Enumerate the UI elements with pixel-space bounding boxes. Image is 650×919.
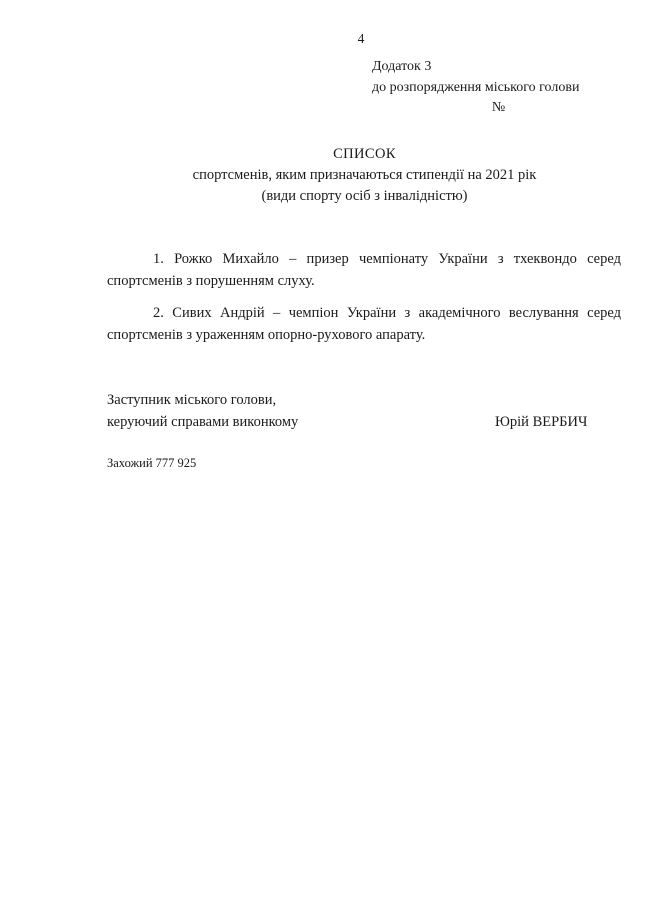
number-symbol: №	[372, 99, 625, 116]
list-item: 2. Сивих Андрій – чемпіон України з академічного веслування серед спортсменів з ураженням опорно-рухового апарату.	[107, 305, 621, 343]
signature-block	[107, 390, 621, 433]
list-item: 1. Рожко Михайло – призер чемпіонату України з тхеквондо серед спортсменів з порушенням слуху.	[107, 251, 621, 289]
title-subtitle: спортсменів, яким призначаються стипендії на 2021 рік	[192, 167, 537, 183]
footer-reference-code: Захожий 777 925	[107, 456, 197, 470]
signer-name: Юрій ВЕРБИЧ	[495, 413, 588, 430]
signer-role-line-1: Заступник міського голови,	[107, 392, 277, 408]
title-parenthetical: (види спорту осіб з інвалідністю)	[261, 188, 468, 204]
signer-role-line-2: керуючий справами виконкому	[107, 413, 299, 430]
list-body	[107, 249, 621, 346]
title-block	[0, 144, 650, 207]
appendix-header	[372, 56, 612, 118]
page-title: СПИСОК	[333, 146, 396, 162]
page-number: 4	[357, 31, 365, 46]
issuing-authority-label: до розпорядження міського голови	[372, 80, 580, 95]
document-number-field	[372, 99, 612, 118]
appendix-label: Додаток 3	[372, 59, 432, 74]
